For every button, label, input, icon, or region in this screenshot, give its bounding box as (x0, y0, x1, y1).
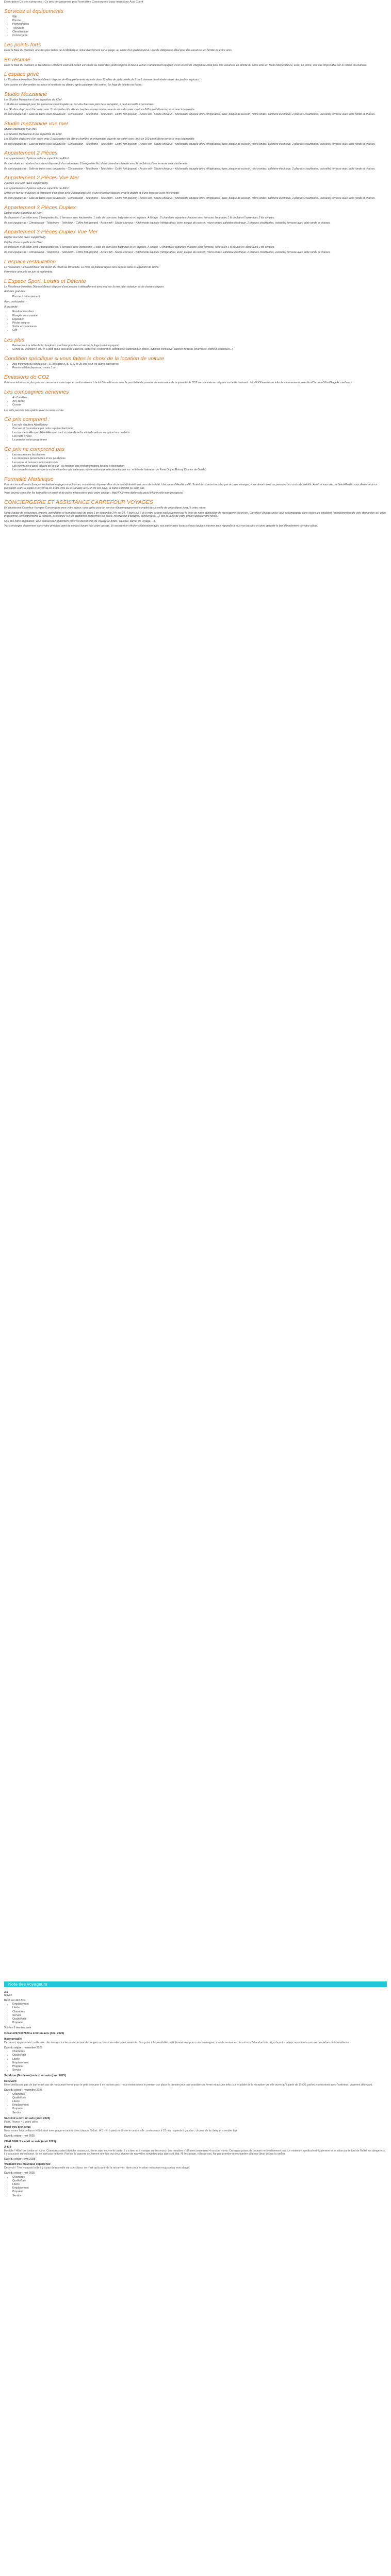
conciergerie-title: CONCIERGERIE ET ASSISTANCE CARREFOUR VOYAGES (4, 499, 153, 506)
restauration-title: L'espace restauration (4, 258, 56, 265)
list-item: • Qualité/prix (12, 2096, 387, 2100)
compagnies-list (4, 396, 387, 408)
appartement-3p-duplex-title: Appartement 3 Pièces Duplex (4, 204, 76, 211)
paragraph: Activités gratuites : (4, 290, 27, 294)
review-text: Paris, France • 1 votes utiles (4, 2120, 38, 2124)
list-item: • Climatisation (12, 30, 387, 34)
page (0, 1, 391, 528)
list-item: • Service (12, 2014, 387, 2018)
paragraph: Le restaurant "Le Grand Bleu" est ouvert du mardi au dimanche. Le midi, se plateau repas sera déposé dans le logement du client. (4, 265, 159, 269)
list-item: • Randonnées dans (12, 310, 387, 314)
studio-mezzanine-title: Studio Mezzanine (4, 91, 47, 97)
list-item: • Golf (12, 329, 387, 332)
paragraph: Avec participation : (4, 300, 27, 304)
review-score-label: Moyen (4, 1994, 12, 1997)
points-forts-title: Les points forts (4, 42, 41, 48)
list-item: • Emplacement (12, 2187, 387, 2190)
list-item: • Literie (12, 2100, 387, 2104)
espace-prive-text: Une cuisine est demandée sur place et restituée au départ, après paiement des extras. Le linge de toilette est fourni. (4, 83, 142, 87)
conditions-title: Condition spécifique si vous faites le choix de la location de voiture (4, 355, 165, 362)
review-text: Nous avons fait confiance Hôtel situé avec plage en accès direct depuis l'hôtel ; À 5 min à pieds à étroite le centre ville ; restaurants à 10 min ; à pieds à gauche ; cirques de la chery et a verdier top (4, 2129, 237, 2133)
list-item: • Piscine à débordement (12, 295, 387, 299)
paragraph: Duplex d'une superficie de 72m². (4, 241, 43, 244)
plus-list (4, 344, 387, 351)
review-count: Basé sur 442 Avis (4, 1998, 26, 2002)
prix-ne-comprend-list (4, 453, 387, 472)
list-item: • Literie (12, 2006, 387, 2010)
review-author: Sao1412 a écrit un avis (août 2025) (4, 2116, 51, 2120)
paragraph: Les Studios Mezzanine d'une superficie de 47m². (4, 132, 63, 136)
list-item: • Les transferts Aéroport/Hôtel/Aéroport sauf si prise d'une location de voiture en option lors du devis (12, 431, 387, 435)
review-date: Date du séjour : mai 2025 (4, 2171, 35, 2175)
list-item: • Plongée sous marine (12, 314, 387, 318)
paragraph: Pour une information plus précise concernant votre trajet et conformément à la loi Grenelle vous avez la possibilité de prendre connaissance de la quantité de CO2 consommée en cliquant sur le lien suivant : http//XXX/www.ecoe.infos/environnement-protection/CarboneOffset/PageAccueil.aspx (4, 381, 352, 385)
paragraph: 2 pièces Vue Mer (avec supplément). (4, 182, 48, 185)
formalite-title: Formalité Martinique (4, 476, 54, 483)
review-title: Décevant (4, 2080, 17, 2083)
list-item: • Chambres (12, 2050, 387, 2054)
review-title: Vraiment tres mauvaise experience (4, 2163, 51, 2166)
paragraph: Ils sont équipés de : Salle de bains avec douche/wc - Climatisation - Téléphone - Télévision - Coffre fort (payant) - Accès wifi - Sèche-cheveux - Kitchenette équipée (mini réfrigérateur, évier, plaque de cuisson, micro-ondes, cafetière électrique, 2 plaques chauffantes, vaisselle) terrasse avec table ronde et chaises. (4, 196, 376, 200)
espace-prive-text: La Résidence Hôtelière Diamant Beach dispose de 49 appartements répartis dans 10 villas de style créole de 2 ou 3 niveaux disséminées dans des jardins tropicaux. (4, 78, 201, 82)
review-author: Oceane0971607829 a écrit un avis (déc. 2025) (4, 2032, 64, 2035)
appartement-2p-vue-mer-title: Appartement 2 Pièces Vue Mer (4, 175, 79, 181)
list-item: • Les dépenses personnelles et les pourboires (12, 457, 387, 461)
list-item: • Service (12, 2111, 387, 2115)
paragraph: Duplex d'une superficie de 72m². (4, 211, 43, 215)
list-item: • Propreté (12, 2107, 387, 2111)
list-item: • Chambres (12, 2176, 387, 2179)
paragraph: Pour les ressortissants français souhaitant voyager en outre-mer, vous devez disposer d'un document d'identité en cours de validité. Une carte d'identité suffit. Toutefois, si vous transitez par un pays étranger, vous devrez avoir un passeport en cours de validité. Ainsi, si vous allez à Saint-Martin, vous devez avoir un passeport. Dans le cadre d'un vol via les États-Unis ou le Canada vers l'un de ces pays, la carte d'identité ne suffit pas. (4, 483, 378, 490)
list-item: • Les vols réguliers Aller/Retour (12, 423, 387, 427)
list-item: • Qualité/prix (12, 2054, 387, 2057)
criteria-list (4, 2003, 387, 2025)
list-item: • Carcasil et l'assistance par notre représentant local (12, 427, 387, 431)
paragraph: Ils disposent d'un salon avec 2 banquettes lits, 1 terrasse avec kitchenette, 1 salle de bain avec baignoire et wc séparés. À l'étage : 2 chambres séparées chacune avec terrasse, l'une avec 1 lit double et l'autre avec 2 lits simples. (4, 246, 275, 249)
paragraph: À proximité : (4, 305, 19, 309)
list-item: • Permis valable depuis au moins 1 an (12, 366, 387, 370)
compagnies-title: Les compagnies aériennes (4, 389, 69, 396)
paragraph: Situés en rez-de-chaussée et disposent d'un salon avec 2 banquettes lits, d'une chambre séparée avec lit double et d'une terrasse avec kitchenette. (4, 192, 180, 195)
list-item: • Emplacement (12, 2104, 387, 2107)
review-title: À fuir (4, 2145, 12, 2149)
prix-comprend-list (4, 423, 387, 442)
paragraph: Ils sont équipés de : Salle de bains avec douche/wc - Climatisation - Téléphone - Télévision - Coffre fort (payant) - Accès wifi - Sèche-cheveux - Kitchenette équipée (mini réfrigérateur, évier, plaque de cuisson, micro-ondes, cafetière électrique, 2 plaques chauffantes, vaisselle) terrasse avec table ronde et chaises. (4, 167, 376, 171)
paragraph: La Résidence Hôtelière Diamant Beach dispose d'une piscine à débordement avec vue sur la mer, d'un solarium et de chaises longues. (4, 285, 165, 289)
list-item: • Bienvenue à la table de la réception : machine pour bon et sécher le linge (service payant) (12, 344, 387, 348)
review-text: Décevoir ! Très mauvais la de il y a pas de nouvelle sur son séjour, ce n'est qu'à partir de la mi-janvier. Idem pour le salon restaurant en jusqu'au mois d'avril. (4, 2166, 190, 2170)
reviews-summary-link[interactable]: Voir les 5 derniers avis (4, 2026, 31, 2030)
review-date: Date du séjour : novembre 2025 (4, 2089, 43, 2092)
list-item: • Literie (12, 2183, 387, 2187)
list-item: • Age minimum du conducteur : 21 ans pour A, B, C, D et 25 ans pour les autres catégories (12, 363, 387, 366)
paragraph: Vous pouvez consulter les formalités et santé et de police nécessaires pour votre voyage : http//XXX/www.diplomatie.gouv.fr/fr/conseils-aux-voyageurs/ (4, 492, 183, 495)
paragraph: Ils sont équipés de : Climatisation - Téléphone - Télévision - Coffre fort (payant) - Accès wifi - Sèche-cheveux - Kitchenette équipée (réfrigérateur, évier, plaque de cuisson, micro-ondes, cafetière électrique, 2 plaques chauffantes, vaisselle) terrasse avec table ronde et chaises. (4, 251, 331, 255)
resume-text: Dans la Baie du Diamant, la Résidence Hôtelière Diamant Beach est située au coeur d'un jardin tropical et face à la mer. Parfaitement équipée, c'est un lieu de villégiature idéal pour des vacances en famille ou entre amis en toute indépendance, avec, en prime, une vue imprenable sur le rocher du Diamant. (4, 63, 367, 67)
paragraph: En choisissant Carrefour Voyages Conciergerie pour votre séjour, vous optez pour un service d'accompagnement complet dès la veille de votre départ jusqu'à votre retour. (4, 506, 207, 510)
conditions-list (4, 363, 387, 370)
paragraph: Vos concierges deviennent alors votre principal point de contact durant tout votre voyage. Ils assistent en étroite collaboration avec nos partenaires locaux et nos équipes internes pour répondre à tous vos besoins et ainsi, garantir le bon déroulement de votre séjour. (4, 524, 318, 528)
paragraph: Duplex vue Mer (avec supplément). (4, 236, 46, 240)
list-item: • Propreté (12, 2065, 387, 2069)
list-item: • Chambres (12, 2010, 387, 2014)
list-item: • Propreté (12, 2190, 387, 2194)
appartement-2p-title: Appartement 2 Pièces (4, 150, 58, 157)
review-date: Date du séjour : avril 2025 (4, 2157, 36, 2161)
notes-banner (4, 1981, 387, 1987)
reviews-section (4, 1991, 387, 2199)
paragraph: Les Studios disposent d'un salon avec 2 banquettes lits, d'une chambre en mezzanine ouverte sur salon avec un lit en 160 cm et d'une terrasse avec kitchenette. (4, 108, 196, 111)
points-forts-text: Dans la Baie du Diamant, une des plus belles de la Martinique. Situé directement sur la plage, au coeur d'un jardin tropical. Lieu de villégiature idéal pour des vacances en famille ou entre amis. (4, 49, 233, 53)
services-list (4, 15, 387, 38)
paragraph: Notre équipe de concierges, experts, polyglottes et humaines joue de votre 1 en disponible 24h sur 24, 7 jours sur 7 et à votre écoute exclusivement par le biais de notre application de messagerie sécurisée, Carrefour Voyages pour vous accompagner dans toutes les situations (enregistrement de vols, demandes sur votre programme, renseignements & conseils, assistance sur les problèmes rencontrés sur place, réservation d'activités, conciergerie, ...) dès la veille de votre départ jusqu'à votre retour. (4, 511, 386, 518)
paragraph: Les Studios disposent d'un salon avec 2 banquettes lits, d'une chambre en mezzanine ouverte sur salon avec un lit en 160 cm et d'une terrasse avec kitchenette. (4, 138, 196, 141)
review-title: Hôtel tres bien situé (4, 2126, 31, 2129)
review-author: CHALBINE S a écrit un avis (août 2025) (4, 2140, 56, 2143)
review-criteria (4, 2050, 387, 2072)
list-item: • Qualité/prix (12, 2179, 387, 2183)
list-item: • La pension selon programme (12, 438, 387, 442)
espace-prive-title: L'espace privé (4, 71, 39, 78)
list-item: • Télévision (12, 27, 387, 30)
list-item: • Sortie en catamaran (12, 325, 387, 329)
paragraph: Ils sont équipés de : Salle de bains avec douche/wc - Climatisation - Téléphone - Télévision - Coffre fort (payant) - Accès wifi - Sèche-cheveux - Kitchenette équipée (mini réfrigérateur, évier, plaque de cuisson, micro-ondes, cafetière électrique, 2 plaques chauffantes, vaisselle) terrasse avec table ronde et chaises. (4, 113, 376, 116)
list-item: • Centre du Diamant à 300 m à pied (pour tout local, cabinets, supérette, restaurants, distributeur automatique, poste, syndicat d'initiative, cabinet médical, pharmacie, coiffeur, boutiques...) (12, 348, 387, 351)
review-criteria (4, 2176, 387, 2198)
list-item: • Point wireless (12, 23, 387, 26)
proximite-list (4, 310, 387, 332)
prix-comprend-title: Ce prix comprend : (4, 416, 50, 423)
review-text: Hôtel vieillissant pas de bar fermé pas de restaurant fermé pour le petit déjeuner il en parlons pas : nous évoluissions le premier sur place le premier jour pas possible car fermé et aucune infos sur le publié de la réception qui elle ouvre qu'à partir de 11h30, parfois connexions avec l'extérieur. Vraiment décevant. (4, 2083, 373, 2087)
co2-title: Émissions de CO2 (4, 374, 49, 381)
list-item: • Emplacement (12, 2061, 387, 2065)
resume-title: En résumé (4, 56, 30, 63)
review-date: Date du séjour : mai 2025 (4, 2134, 35, 2138)
sport-loisirs-title: L'Espace Sport, Loisirs et Détente (4, 278, 86, 284)
paragraph: Une fois notre application, vous retrouverez également tous vos documents de voyage (e-billets, vaucher, carnet de voyage, ...). (4, 519, 156, 523)
list-item: • Les nouvelles taxes aéroports en fonction des vols nationaux et internationaux sélectionnés (par ex : entrée de l'aéroport de Paris Orly et Roissy Charles de Gaulle) (12, 468, 387, 472)
review-text: Horrible ! Hôtel qui tombe en ruine. Chambres sales (douche crasseuse, literie sale, couvre-lit crade, il y a bien et à manger sur les murs). Les meubles n'offraient seulement 4 ou sont morts. Certaines prises de courant ne fonctionnent pas. Le minimum syndical est également et le salon par le tout de l'hôtel est dangereux, il y a aucune surveillance. Ils ne sont pas nettoyer. Parfois ils passent seulement une fois sur deux donner de nouvelles serviettes plus dans cet état. Ni l'éclairage, ni les prises. Ne pas prendre une chambre côté rue (bruit depuis la ruelle). (4, 2149, 386, 2156)
list-item: • Conciergerie (12, 34, 387, 38)
notes-banner-label: Note des voyageurs (8, 1981, 47, 1987)
review-author: Sandrine (Bordeaux) a écrit un avis (nov. 2025) (4, 2074, 66, 2078)
list-item: • Pêche au gros (12, 321, 387, 325)
paragraph: Ils sont équipés de : Climatisation - Téléphone - Télévision - Coffre fort (payant) - Accès wifi - Sèche-cheveux - Kitchenette équipée (réfrigérateur, évier, plaque de cuisson, micro-ondes, cafetière électrique, 2 plaques chauffantes, vaisselle) terrasse avec table ronde et chaises. (4, 221, 331, 225)
list-item: • Les nuits d'hôtel (12, 435, 387, 438)
review-text: Décevant, appartement, salle avec des travaux sur les murs portant de dangers au dessi en rebs quasi, avancés. Bon point à la possibilité parlé bonnement pour nous renseigner, mais le restaurant, fermé et à l'abandon très déçu de votre séjour nous avons aucune procédure de la résidence (4, 2041, 349, 2044)
list-item: • Les repas et boissons non mentionnés (12, 461, 387, 465)
activites-list (4, 295, 387, 299)
review-criteria (4, 2093, 387, 2115)
review-title: Inconcevable (4, 2038, 22, 2041)
paragraph: Les vols peuvent être opérés avec ou sans escale (4, 409, 64, 412)
paragraph: Ils disposent d'un salon avec 2 banquettes lits, 1 terrasse avec kitchenette, 1 salle de bain avec baignoire et wc séparés. À l'étage : 2 chambres séparées chacune avec terrasse, l'une avec 1 lit double et l'autre avec 2 lits simples. (4, 216, 275, 220)
prix-ne-comprend-title: Ce prix ne comprend pas (4, 446, 65, 453)
review-score: 3.5 (4, 1991, 9, 1994)
list-item: • Les éventuelles taxes locales de séjour - ou fonction des réglementations locales à destination (12, 465, 387, 468)
paragraph: Studio Mezzanine Vue Mer. (4, 127, 37, 131)
list-item: • Literie (12, 2058, 387, 2061)
studio-vue-mer-title: Studio mezzanine vue mer (4, 120, 69, 127)
list-item: • Air Caraïbes (12, 396, 387, 400)
list-item: • Les assurances facultatives (12, 453, 387, 457)
list-item: • Air France (12, 400, 387, 403)
paragraph: Ils sont équipés de : Salle de bains avec douche/wc - Climatisation - Téléphone - Télévision - Coffre fort (payant) - Accès wifi - Sèche-cheveux - Kitchenette équipée (mini réfrigérateur, évier, plaque de cuisson, micro-ondes, cafetière électrique, 2 plaques chauffantes, vaisselle) terrasse avec table ronde et chaises. (4, 142, 376, 146)
appartement-3p-duplex-vue-mer-title: Appartement 3 Pièces Duplex Vue Mer (4, 229, 98, 235)
list-item: • Qualité/prix (12, 2018, 387, 2021)
review-date: Date du séjour : novembre 2025 (4, 2046, 43, 2049)
services-title: Services et équipements (4, 8, 63, 14)
list-item: • Corsair (12, 403, 387, 407)
list-item: • Propreté (12, 2021, 387, 2025)
paragraph: Les appartements 2 pièces ont une superficie de 49m². (4, 157, 70, 161)
paragraph: Les appartements 2 pièces ont une superficie de 49m². (4, 187, 70, 190)
list-item: • Emplacement (12, 2003, 387, 2006)
paragraph: Fermeture annuelle en juin et septembre. (4, 270, 53, 274)
description-label: Description Ce prix comprend : Ce prix ne comprend pas Formalités Conciergerie Logo impaktour Avis Client (4, 1, 143, 4)
list-item: • Équitation (12, 318, 387, 321)
list-item: • Piscine (12, 19, 387, 23)
plus-title: Les plus (4, 336, 25, 343)
list-item: • Wifi (12, 15, 387, 19)
list-item: • Service (12, 2194, 387, 2198)
paragraph: Les Studios Mezzanine d'une superficie de 47m². (4, 98, 63, 101)
list-item: • Chambres (12, 2093, 387, 2096)
paragraph: 1 Studio est aménagé pour les personnes handicapées au rez-de-chaussée près de la réception, il peut accueillir 2 personnes. (4, 103, 154, 107)
list-item: • Service (12, 2069, 387, 2072)
paragraph: Ils sont situés en rez-de-chaussée et disposent d'un salon avec 2 banquettes lits, d'une chambre séparée avec lit double et d'une terrasse avec kitchenette. (4, 162, 188, 165)
